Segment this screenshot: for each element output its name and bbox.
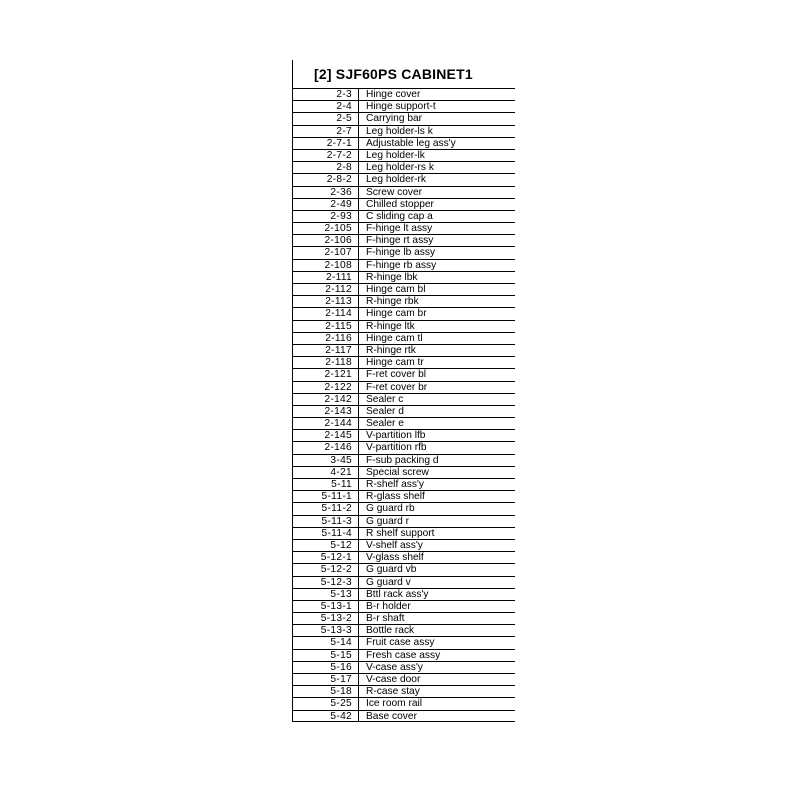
part-number: 4-21 <box>293 467 359 478</box>
part-name: Ice room rail <box>366 698 423 710</box>
table-row <box>293 112 515 124</box>
part-name: Sealer e <box>366 418 404 430</box>
part-number: 2-107 <box>293 247 359 258</box>
part-number: 5-14 <box>293 637 359 648</box>
table-row <box>293 429 515 441</box>
part-number: 2-7 <box>293 126 359 137</box>
page-title: [2] SJF60PS CABINET1 <box>292 60 515 88</box>
table-row <box>293 356 515 368</box>
part-number: 5-17 <box>293 674 359 685</box>
table-row <box>293 515 515 527</box>
part-name: Screw cover <box>366 186 423 198</box>
table-row <box>293 307 515 319</box>
part-name: V-case ass'y <box>366 661 423 673</box>
part-number: 5-12 <box>293 540 359 551</box>
part-name: R-glass shelf <box>366 491 425 503</box>
part-number: 5-42 <box>293 711 359 721</box>
table-row <box>293 685 515 697</box>
table-row <box>293 417 515 429</box>
table-row <box>293 478 515 490</box>
table-row <box>293 697 515 709</box>
part-name: Hinge cam tr <box>366 357 424 369</box>
part-name: Hinge cam br <box>366 308 427 320</box>
part-number: 2-112 <box>293 284 359 295</box>
part-number: 5-11-1 <box>293 491 359 502</box>
part-number: 5-11-2 <box>293 503 359 514</box>
part-number: 2-49 <box>293 199 359 210</box>
part-name: G guard vb <box>366 564 417 576</box>
table-row <box>293 588 515 600</box>
part-name: B-r shaft <box>366 613 405 625</box>
part-name: Special screw <box>366 466 429 478</box>
table-row <box>293 673 515 685</box>
part-number: 2-106 <box>293 235 359 246</box>
part-number: 5-15 <box>293 650 359 661</box>
part-number: 2-144 <box>293 418 359 429</box>
part-number: 2-8 <box>293 162 359 173</box>
table-row <box>293 149 515 161</box>
part-name: R shelf support <box>366 527 435 539</box>
part-name: F-sub packing d <box>366 454 439 466</box>
table-row <box>293 551 515 563</box>
table-row <box>293 502 515 514</box>
part-name: Hinge cam tl <box>366 332 423 344</box>
table-row <box>293 441 515 453</box>
part-number: 5-25 <box>293 698 359 709</box>
part-number: 2-118 <box>293 357 359 368</box>
part-number: 2-142 <box>293 394 359 405</box>
part-number: 2-113 <box>293 296 359 307</box>
table-row <box>293 295 515 307</box>
part-name: C sliding cap a <box>366 210 433 222</box>
part-name: R-hinge lbk <box>366 271 418 283</box>
part-number: 2-121 <box>293 369 359 380</box>
parts-table <box>292 88 515 722</box>
part-name: F-hinge lt assy <box>366 223 433 235</box>
part-number: 2-122 <box>293 382 359 393</box>
part-name: V-partition lfb <box>366 430 426 442</box>
part-number: 5-12-1 <box>293 552 359 563</box>
part-number: 2-93 <box>293 211 359 222</box>
table-row <box>293 563 515 575</box>
part-number: 2-115 <box>293 321 359 332</box>
table-row <box>293 649 515 661</box>
table-row <box>293 527 515 539</box>
part-number: 5-13-1 <box>293 601 359 612</box>
part-number: 5-13-3 <box>293 625 359 636</box>
table-row <box>293 454 515 466</box>
part-name: F-ret cover bl <box>366 369 427 381</box>
part-name: Carrying bar <box>366 113 423 125</box>
part-number: 2-8-2 <box>293 174 359 185</box>
table-row <box>293 186 515 198</box>
part-name: Adjustable leg ass'y <box>366 137 456 149</box>
part-number: 2-108 <box>293 260 359 271</box>
table-row <box>293 624 515 636</box>
part-name: F-hinge lb assy <box>366 247 436 259</box>
part-number: 5-11-4 <box>293 528 359 539</box>
part-number: 5-13 <box>293 589 359 600</box>
part-name: R-hinge rtk <box>366 344 416 356</box>
part-name: G guard r <box>366 515 410 527</box>
part-name: Bottle rack <box>366 625 415 637</box>
part-number: 2-36 <box>293 187 359 198</box>
table-row <box>293 161 515 173</box>
part-name: Sealer c <box>366 393 404 405</box>
part-name: G guard v <box>366 576 411 588</box>
table-row <box>293 612 515 624</box>
part-number: 5-11-3 <box>293 516 359 527</box>
part-name: V-case door <box>366 674 421 685</box>
part-name: R-shelf ass'y <box>366 479 424 490</box>
part-name: F-ret cover br <box>366 381 428 393</box>
table-row <box>293 636 515 648</box>
part-name: R-hinge ltk <box>366 320 415 332</box>
part-name: V-partition rfb <box>366 442 427 454</box>
part-number: 5-12-2 <box>293 564 359 575</box>
part-number: 2-114 <box>293 308 359 319</box>
part-name: Sealer d <box>366 405 404 417</box>
table-row <box>293 381 515 393</box>
part-name: R-case stay <box>366 686 420 698</box>
table-row <box>293 137 515 149</box>
table-row <box>293 539 515 551</box>
table-row <box>293 576 515 588</box>
part-number: 2-4 <box>293 101 359 112</box>
part-name: Leg holder-rk <box>366 174 427 186</box>
part-name: Leg holder-ls k <box>366 125 433 137</box>
part-name: F-hinge rt assy <box>366 235 434 247</box>
part-name: Base cover <box>366 710 417 722</box>
parts-sheet <box>292 60 515 722</box>
part-name: Bttl rack ass'y <box>366 588 429 600</box>
part-name: F-hinge rb assy <box>366 259 437 271</box>
table-row <box>293 490 515 502</box>
table-row <box>293 198 515 210</box>
part-name: V-shelf ass'y <box>366 539 423 551</box>
part-name: Hinge cam bl <box>366 284 426 295</box>
table-row <box>293 405 515 417</box>
table-row <box>293 320 515 332</box>
table-row <box>293 125 515 137</box>
part-name: G guard rb <box>366 503 415 515</box>
part-number: 5-18 <box>293 686 359 697</box>
table-row <box>293 100 515 112</box>
table-row <box>293 368 515 380</box>
part-number: 2-105 <box>293 223 359 234</box>
part-number: 2-7-2 <box>293 150 359 161</box>
part-number: 3-45 <box>293 455 359 466</box>
part-number: 2-111 <box>293 272 359 283</box>
part-number: 2-117 <box>293 345 359 356</box>
table-row <box>293 234 515 246</box>
part-number: 5-13-2 <box>293 613 359 624</box>
part-number: 2-145 <box>293 430 359 441</box>
part-name: Hinge support-t <box>366 101 436 113</box>
table-row <box>293 344 515 356</box>
part-name: R-hinge rbk <box>366 296 419 308</box>
table-row <box>293 246 515 258</box>
part-number: 2-116 <box>293 333 359 344</box>
table-row <box>293 173 515 185</box>
part-name: Fruit case assy <box>366 637 435 649</box>
table-row <box>293 222 515 234</box>
part-name: Leg holder-lk <box>366 149 425 161</box>
part-number: 2-143 <box>293 406 359 417</box>
table-row <box>293 710 515 722</box>
part-number: 5-11 <box>293 479 359 490</box>
part-number: 5-16 <box>293 662 359 673</box>
part-number: 2-5 <box>293 113 359 124</box>
table-row <box>293 283 515 295</box>
part-name: Hinge cover <box>366 89 421 100</box>
table-row <box>293 661 515 673</box>
table-row <box>293 210 515 222</box>
part-name: V-glass shelf <box>366 552 424 564</box>
table-row <box>293 393 515 405</box>
part-number: 5-12-3 <box>293 577 359 588</box>
table-row <box>293 600 515 612</box>
part-number: 2-3 <box>293 89 359 100</box>
part-name: Chilled stopper <box>366 198 434 210</box>
part-name: Leg holder-rs k <box>366 162 434 174</box>
table-row <box>293 271 515 283</box>
table-row <box>293 259 515 271</box>
part-name: Fresh case assy <box>366 649 441 661</box>
part-number: 2-7-1 <box>293 138 359 149</box>
part-name: B-r holder <box>366 600 411 612</box>
table-row <box>293 88 515 100</box>
table-row <box>293 466 515 478</box>
part-number: 2-146 <box>293 442 359 453</box>
table-row <box>293 332 515 344</box>
